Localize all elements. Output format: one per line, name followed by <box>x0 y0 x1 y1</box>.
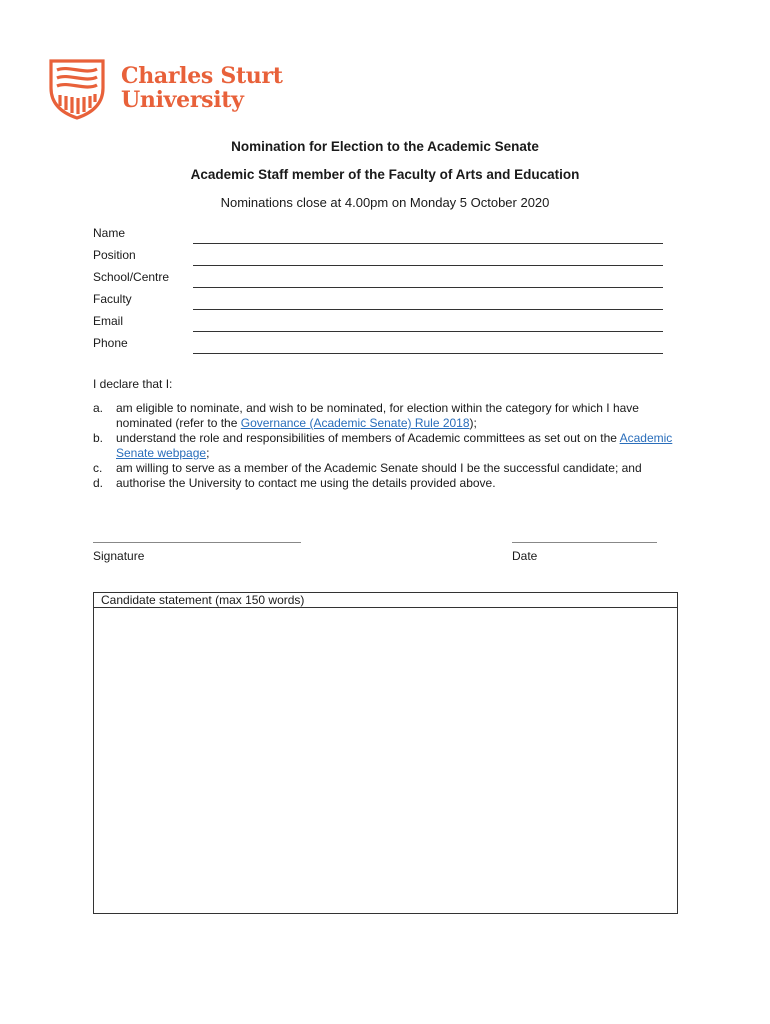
statement-header: Candidate statement (max 150 words) <box>94 593 677 608</box>
signature-label: Signature <box>93 549 145 563</box>
item-marker: b. <box>93 431 104 445</box>
email-field[interactable] <box>93 312 663 332</box>
item-text-end: ; <box>206 446 210 460</box>
closing-note: Nominations close at 4.00pm on Monday 5 October 2020 <box>220 195 550 210</box>
item-text-end: ); <box>469 416 477 430</box>
field-label: Email <box>93 314 124 328</box>
item-marker: d. <box>93 476 104 490</box>
declaration-intro: I declare that I: <box>93 377 173 391</box>
logo-line-2: University <box>121 87 244 113</box>
date-block[interactable] <box>512 534 657 563</box>
field-line[interactable] <box>193 243 663 244</box>
signature-block[interactable] <box>93 534 301 563</box>
school-centre-field[interactable] <box>93 268 663 288</box>
faculty-field[interactable] <box>93 290 663 310</box>
form-title: Nomination for Election to the Academic Senate <box>231 139 539 154</box>
item-text: am eligible to nominate, and wish to be nominated, for election within the category for which I have nominated (refer to the <box>116 401 639 430</box>
academic-senate-webpage-link[interactable]: Academic Senate webpage <box>116 431 673 460</box>
field-line[interactable] <box>193 309 663 310</box>
governance-rule-link[interactable]: Governance (Academic Senate) Rule 2018 <box>240 416 470 430</box>
date-line[interactable] <box>512 534 657 543</box>
csu-crest-icon <box>48 58 106 120</box>
field-line[interactable] <box>193 353 663 354</box>
declaration-item-a <box>93 401 673 431</box>
signature-line[interactable] <box>93 534 301 543</box>
item-marker: c. <box>93 461 103 475</box>
declaration-item-c <box>93 461 673 476</box>
candidate-statement-box[interactable] <box>93 592 678 914</box>
field-label: Name <box>93 226 126 240</box>
item-marker: a. <box>93 401 104 415</box>
field-line[interactable] <box>193 265 663 266</box>
declaration-item-b <box>93 431 673 461</box>
item-text: am willing to serve as a member of the Academic Senate should I be the successful candidate; and <box>116 461 642 475</box>
field-line[interactable] <box>193 287 663 288</box>
field-label: Phone <box>93 336 128 350</box>
field-line[interactable] <box>193 331 663 332</box>
date-label: Date <box>512 549 538 563</box>
item-text: authorise the University to contact me using the details provided above. <box>116 476 496 490</box>
item-text: understand the role and responsibilities of members of Academic committees as set out on the <box>116 431 620 445</box>
field-label: School/Centre <box>93 270 170 284</box>
field-label: Position <box>93 248 136 262</box>
declaration-list <box>93 401 673 491</box>
phone-field[interactable] <box>93 334 663 354</box>
name-field[interactable] <box>93 224 663 244</box>
position-field[interactable] <box>93 246 663 266</box>
university-logo <box>48 58 288 122</box>
declaration-item-d <box>93 476 673 491</box>
field-label: Faculty <box>93 292 132 306</box>
logo-wordmark <box>121 64 283 112</box>
form-subtitle: Academic Staff member of the Faculty of Arts and Education <box>190 167 580 182</box>
logo-line-1: Charles Sturt <box>121 63 283 89</box>
